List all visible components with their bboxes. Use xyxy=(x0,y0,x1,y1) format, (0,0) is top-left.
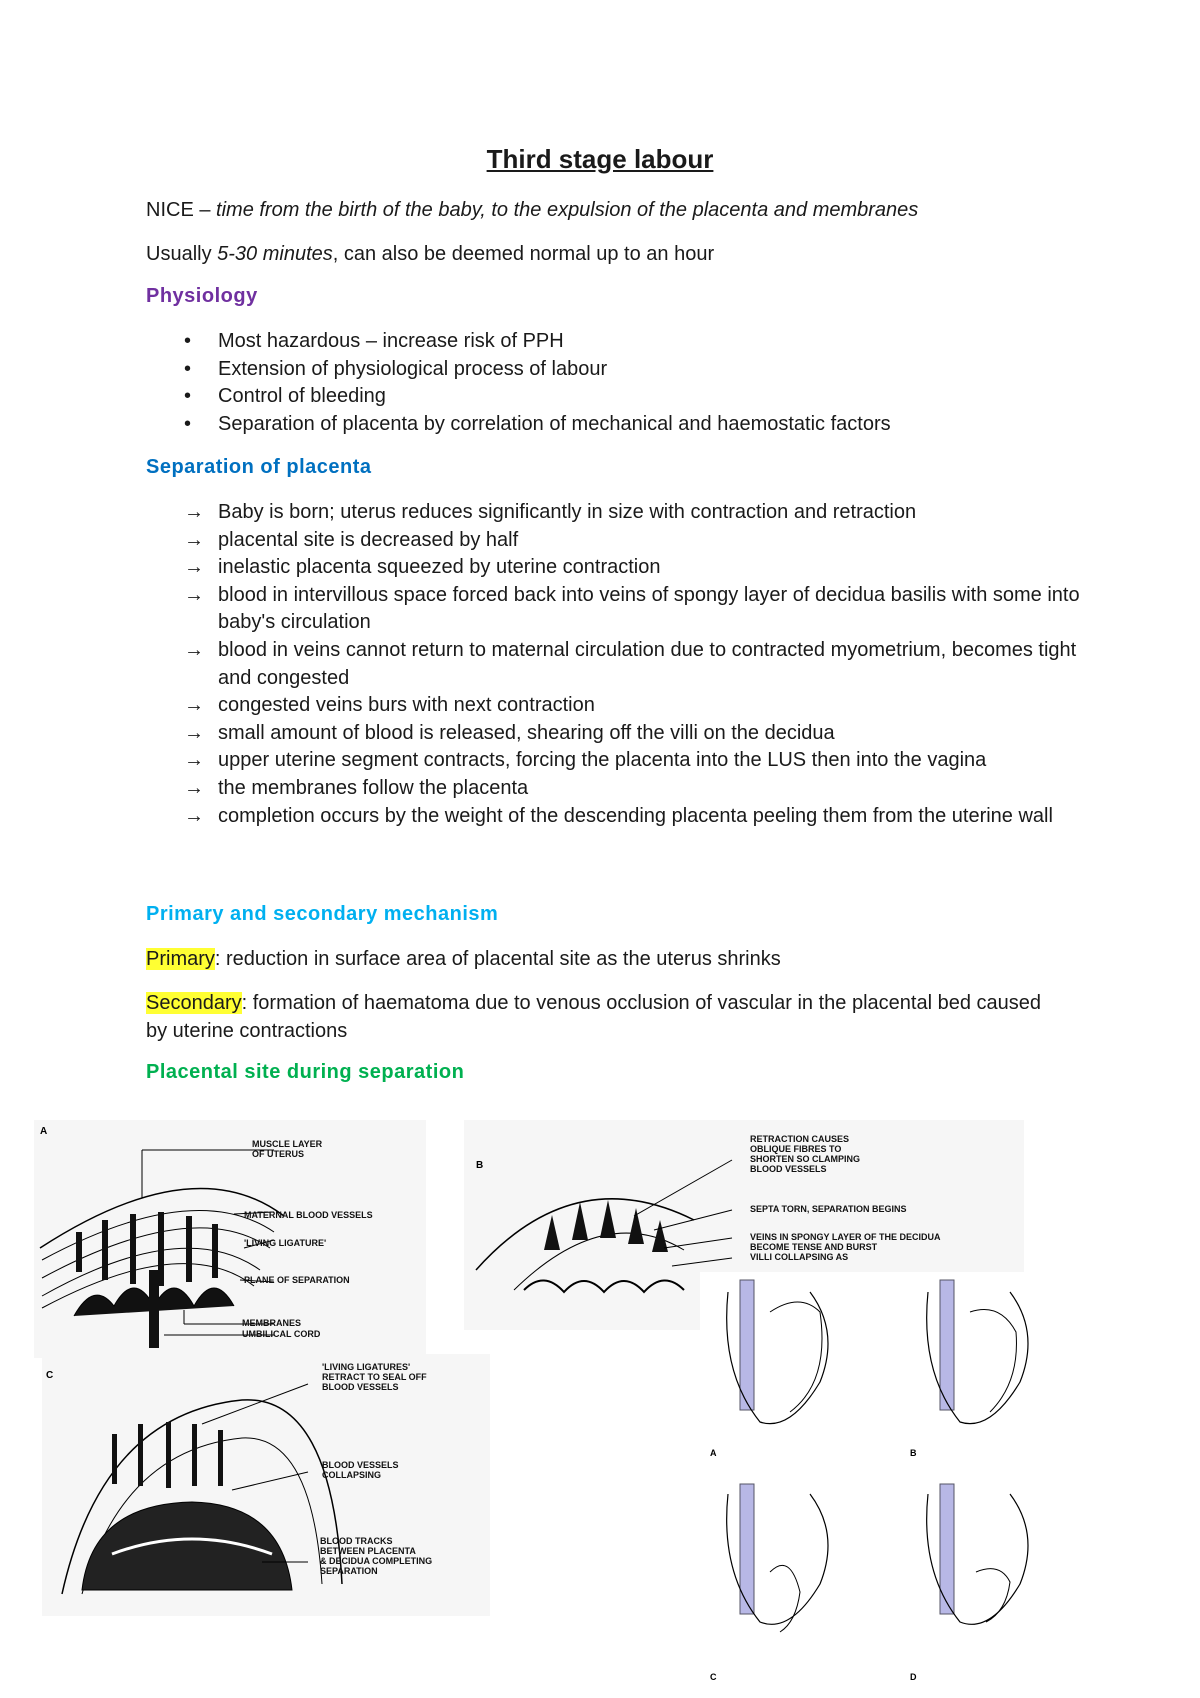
secondary-label: Secondary xyxy=(146,992,242,1014)
figure-a-label: UMBILICAL CORD xyxy=(242,1329,321,1339)
duration-value: 5-30 minutes xyxy=(217,243,333,265)
pelvis-panel-letter: A xyxy=(710,1448,717,1458)
duration-line xyxy=(146,240,714,268)
list-item: • Extension of physiological process of labour xyxy=(146,356,1098,384)
figure-a-label: MUSCLE LAYER xyxy=(252,1139,323,1149)
figure-c-label: BLOOD VESSELS xyxy=(322,1460,399,1470)
list-item: → upper uterine segment contracts, forcing the placenta into the LUS then into the vagina xyxy=(146,747,1098,775)
arrow-icon: → xyxy=(184,804,204,827)
bullet-icon: • xyxy=(184,330,192,352)
secondary-mechanism xyxy=(146,989,1046,1045)
figure-b-label: VILLI COLLAPSING AS xyxy=(750,1252,849,1262)
pelvis-panel-letter: B xyxy=(910,1448,917,1458)
primary-label: Primary xyxy=(146,948,215,970)
figure-c-label: BLOOD TRACKS xyxy=(320,1536,393,1546)
figure-b-letter: B xyxy=(476,1160,484,1171)
secondary-text: : formation of haematoma due to venous occlusion of vascular in the placental bed caused by uterine contractions xyxy=(146,992,1041,1042)
pelvis-panel-letter: C xyxy=(710,1672,717,1682)
physiology-list xyxy=(146,328,1098,438)
figure-c-label: SEPARATION xyxy=(320,1566,378,1576)
list-item: → blood in veins cannot return to maternal circulation due to contracted myometrium, becomes tight and congested xyxy=(184,638,1077,689)
arrow-icon: → xyxy=(184,583,204,606)
definition-prefix: NICE – xyxy=(146,199,217,221)
primary-mechanism xyxy=(146,945,781,973)
arrow-icon: → xyxy=(184,528,204,551)
arrow-icon: → xyxy=(184,501,204,523)
list-item: → completion occurs by the weight of the descending placenta peeling them from the uterine wall xyxy=(146,803,1098,831)
figure-c xyxy=(42,1354,490,1616)
arrow-icon: → xyxy=(184,638,204,661)
figure-c-label: BETWEEN PLACENTA xyxy=(320,1546,416,1556)
list-item: → Baby is born; uterus reduces significantly in size with contraction and retraction xyxy=(146,499,1098,527)
pelvis-panels-figure xyxy=(700,1272,1060,1692)
figure-a-label: OF UTERUS xyxy=(252,1149,305,1159)
bullet-icon: • xyxy=(184,357,192,380)
figure-b-label: RETRACTION CAUSES xyxy=(750,1134,850,1144)
duration-suffix: , can also be deemed normal up to an hour xyxy=(332,243,715,265)
figure-b-label: VEINS IN SPONGY LAYER OF THE DECIDUA xyxy=(750,1232,941,1242)
figure-c-label: & DECIDUA COMPLETING xyxy=(320,1556,433,1566)
figure-c-label: BLOOD VESSELS xyxy=(322,1382,399,1392)
figure-c-label: RETRACT TO SEAL OFF xyxy=(322,1372,427,1382)
arrow-icon: → xyxy=(184,556,204,579)
primary-text: : reduction in surface area of placental site as the uterus shrinks xyxy=(214,948,781,970)
pelvis-panel-letter: D xyxy=(910,1672,917,1682)
figure-a-label: 'LIVING LIGATURE' xyxy=(244,1238,327,1248)
list-item: → placental site is decreased by half xyxy=(146,527,1098,555)
arrow-icon: → xyxy=(184,694,204,717)
figure-b-label: BECOME TENSE AND BURST xyxy=(750,1242,878,1252)
definition-line xyxy=(146,196,918,224)
figure-a-letter: A xyxy=(40,1126,48,1137)
separation-steps xyxy=(146,499,1098,830)
page-title: Third stage labour xyxy=(486,144,714,174)
arrow-icon: → xyxy=(184,749,204,772)
list-item: → the membranes follow the placenta xyxy=(146,775,1098,803)
list-item: → congested veins burs with next contraction xyxy=(146,692,1098,720)
figure-a xyxy=(34,1120,426,1358)
figure-a-label: MATERNAL BLOOD VESSELS xyxy=(244,1210,373,1220)
site-heading: Placental site during separation xyxy=(146,1061,465,1083)
figure-c-label: 'LIVING LIGATURES' xyxy=(322,1362,411,1372)
definition-text: time from the birth of the baby, to the expulsion of the placenta and membranes xyxy=(216,199,919,221)
list-item: → inelastic placenta squeezed by uterine contraction xyxy=(146,554,1098,582)
list-item: • Control of bleeding xyxy=(146,383,1098,411)
list-item: • Separation of placenta by correlation of mechanical and haemostatic factors xyxy=(146,411,1098,439)
bullet-icon: • xyxy=(184,412,192,435)
bullet-icon: • xyxy=(184,385,192,408)
figure-b-label: SHORTEN SO CLAMPING xyxy=(750,1154,861,1164)
figure-c-letter: C xyxy=(46,1370,54,1381)
arrow-icon: → xyxy=(184,721,204,744)
separation-heading: Separation of placenta xyxy=(146,456,372,478)
physiology-heading: Physiology xyxy=(146,285,258,307)
figure-b-label: OBLIQUE FIBRES TO xyxy=(750,1144,842,1154)
figure-b-label: SEPTA TORN, SEPARATION BEGINS xyxy=(750,1204,907,1214)
figure-a-label: PLANE OF SEPARATION xyxy=(244,1275,350,1285)
arrow-icon: → xyxy=(184,776,204,799)
figure-c-label: COLLAPSING xyxy=(322,1470,382,1480)
mechanism-heading: Primary and secondary mechanism xyxy=(146,903,499,925)
list-item: → blood in intervillous space forced back into veins of spongy layer of decidua basilis with some into baby's circulation xyxy=(184,583,1080,634)
list-item: • Most hazardous – increase risk of PPH xyxy=(146,328,1098,356)
duration-prefix: Usually xyxy=(146,243,218,265)
figure-b-label: BLOOD VESSELS xyxy=(750,1164,827,1174)
list-item: → small amount of blood is released, shearing off the villi on the decidua xyxy=(146,720,1098,748)
figure-a-label: MEMBRANES xyxy=(242,1318,302,1328)
